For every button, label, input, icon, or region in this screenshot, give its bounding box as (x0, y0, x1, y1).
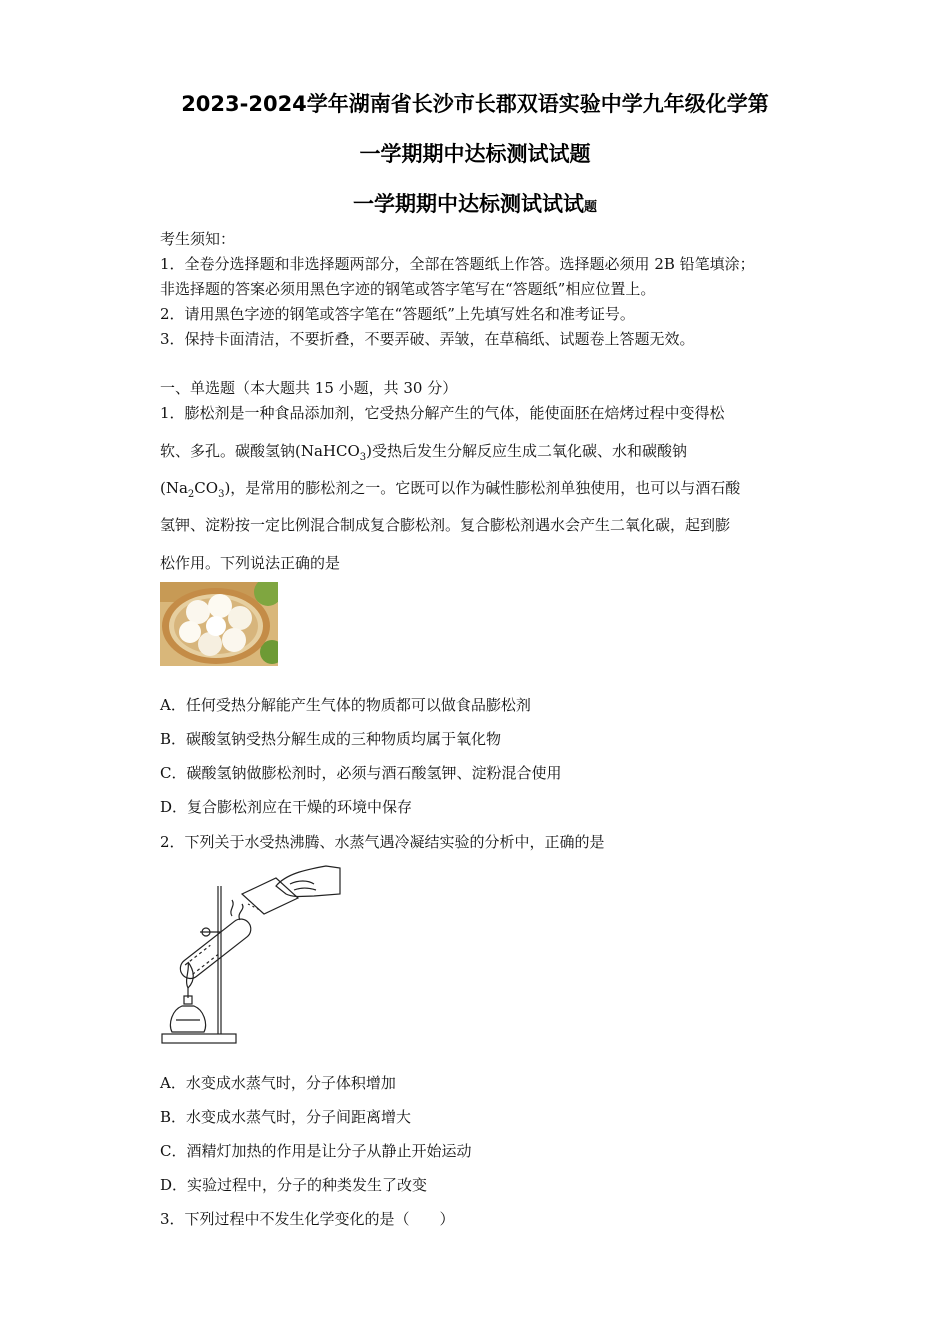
notice-item3: 3．保持卡面清洁，不要折叠，不要弄破、弄皱，在草稿纸、试题卷上答题无效。 (160, 330, 695, 348)
q1-line4: 氢钾、淀粉按一定比例混合制成复合膨松剂。复合膨松剂遇水会产生二氧化碳，起到膨 (160, 516, 731, 534)
title-line3-small: 题 (583, 200, 597, 215)
title-line3-main: 一学期期中达标测试试试 (352, 192, 584, 216)
section-heading: 一、单选题（本大题共 15 小题，共 30 分） (160, 379, 458, 397)
q1-line3-sub1: 2 (187, 489, 195, 500)
notice-item1-a: 1．全卷分选择题和非选择题两部分，全部在答题纸上作答。选择题必须用 2B 铅笔填涂； (160, 255, 755, 273)
notice-item2: 2．请用黑色字迹的钢笔或答字笔在“答题纸”上先填写姓名和准考证号。 (160, 305, 635, 323)
boiling-water-apparatus-diagram (158, 860, 343, 1050)
q1-line5: 松作用。下列说法正确的是 (160, 554, 341, 572)
q1-line2 (160, 440, 687, 463)
q1-line2-a: 软、多孔。碳酸氢钠(NaHCO (160, 442, 360, 460)
document-title-line1: 2023-2024学年湖南省长沙市长郡双语实验中学九年级化学第 (181, 92, 769, 116)
q1-line3 (160, 477, 740, 500)
q2-option-b: B．水变成水蒸气时，分子间距离增大 (160, 1108, 412, 1126)
q1-line3-sub2: 3 (218, 489, 225, 500)
q1-line2-b: )受热后发生分解反应生成二氧化碳、水和碳酸钠 (366, 442, 688, 460)
q1-line3-b: CO (194, 479, 219, 497)
steamed-buns-image (160, 582, 278, 666)
notice-item1-b: 非选择题的答案必须用黑色字迹的钢笔或答字笔写在“答题纸”相应位置上。 (160, 280, 656, 298)
q1-line1: 1．膨松剂是一种食品添加剂，它受热分解产生的气体，能使面胚在焙烤过程中变得松 (160, 404, 725, 422)
q1-option-a: A．任何受热分解能产生气体的物质都可以做食品膨松剂 (160, 696, 531, 714)
q2-option-c: C．酒精灯加热的作用是让分子从静止开始运动 (160, 1142, 472, 1160)
q3-stem: 3．下列过程中不发生化学变化的是（ ） (160, 1210, 455, 1228)
q1-option-b: B．碳酸氢钠受热分解生成的三种物质均属于氧化物 (160, 730, 502, 748)
q1-option-d: D．复合膨松剂应在干燥的环境中保存 (160, 798, 413, 816)
q1-line3-a: (Na (160, 479, 188, 497)
q1-option-c: C．碳酸氢钠做膨松剂时，必须与酒石酸氢钾、淀粉混合使用 (160, 764, 562, 782)
notice-heading: 考生须知： (160, 230, 236, 248)
document-title-line2: 一学期期中达标测试试题 (359, 142, 591, 166)
q2-option-d: D．实验过程中，分子的种类发生了改变 (160, 1176, 428, 1194)
q2-stem: 2．下列关于水受热沸腾、水蒸气遇冷凝结实验的分析中，正确的是 (160, 833, 605, 851)
q1-line3-c: )，是常用的膨松剂之一。它既可以作为碱性膨松剂单独使用，也可以与酒石酸 (224, 479, 741, 497)
document-title-line3 (0, 188, 950, 218)
q2-option-a: A．水变成水蒸气时，分子体积增加 (160, 1074, 396, 1092)
q1-line2-sub: 3 (359, 452, 367, 463)
